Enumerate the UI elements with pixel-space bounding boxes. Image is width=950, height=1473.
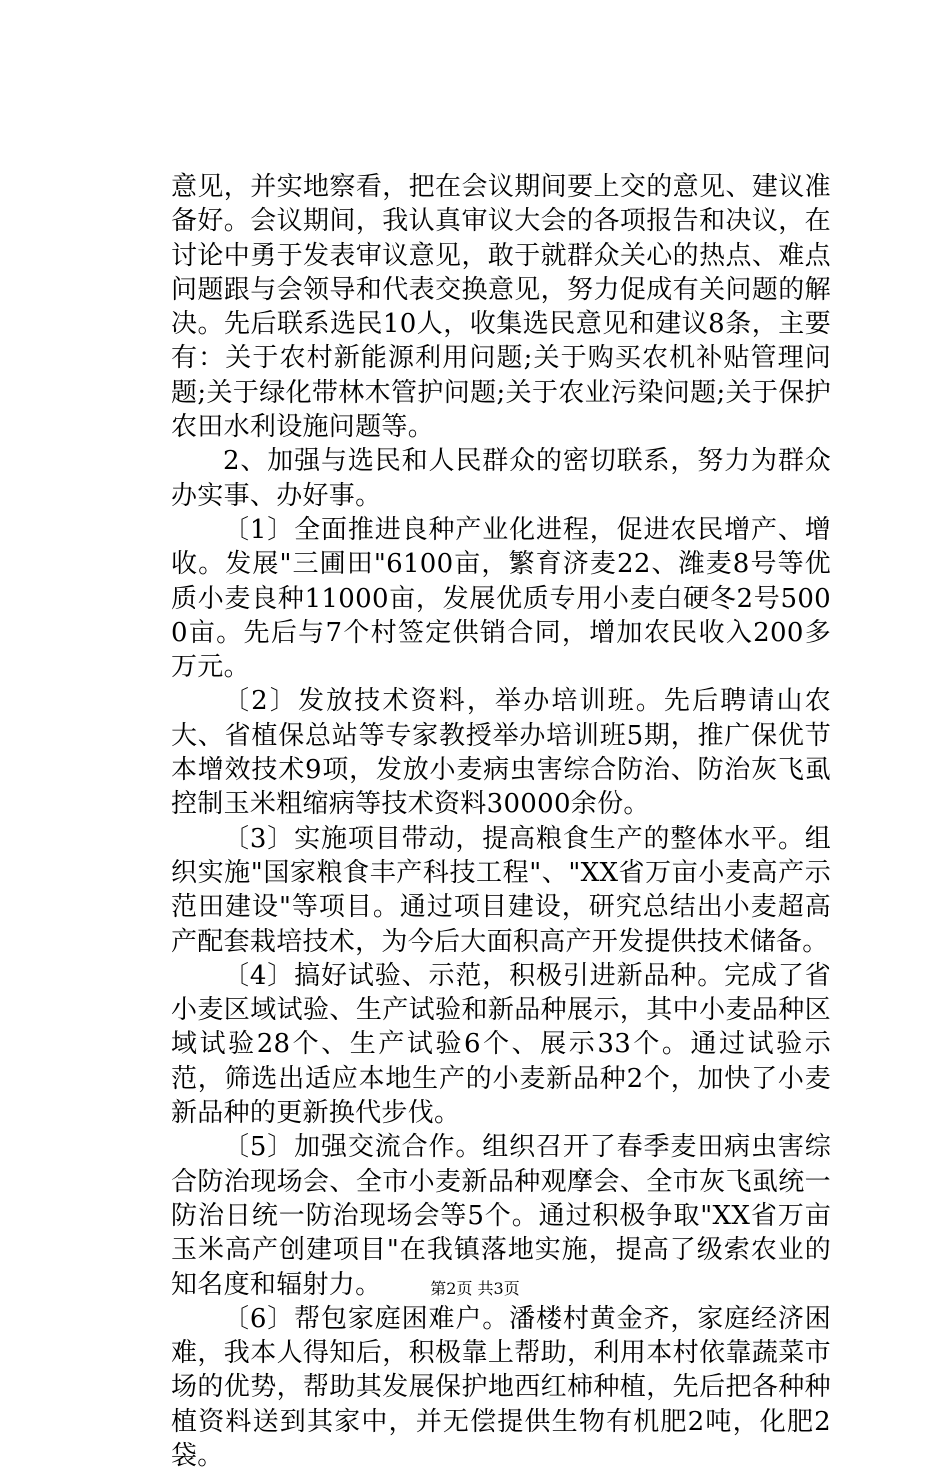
document-body xyxy=(171,170,831,1473)
paragraph-item-4: 〔4〕搞好试验、示范，积极引进新品种。完成了省小麦区域试验、生产试验和新品种展示，其中小麦品种区域试验28个、生产试验6个、展示33个。通过试验示范，筛选出适应本地生产的小麦新品种2个，加快了小麦新品种的更新换代步伐。 xyxy=(171,960,831,1129)
paragraph-item-6: 〔6〕帮包家庭困难户。潘楼村黄金齐，家庭经济困难，我本人得知后，积极靠上帮助，利用本村依靠蔬菜市场的优势，帮助其发展保护地西红柿种植，先后把各种种植资料送到其家中，并无偿提供生物有机肥2吨，化肥2袋。 xyxy=(171,1303,831,1471)
paragraph-item-3: 〔3〕实施项目带动，提高粮食生产的整体水平。组织实施"国家粮食丰产科技工程"、"XX省万亩小麦高产示范田建设"等项目。通过项目建设，研究总结出小麦超高产配套栽培技术，为今后大面积高产开发提供技术储备。 xyxy=(171,823,831,957)
paragraph-item-1: 〔1〕全面推进良种产业化进程，促进农民增产、增收。发展"三圃田"6100亩，繁育济麦22、潍麦8号等优质小麦良种11000亩，发展优质专用小麦白硬冬2号5000亩。先后与7个村签定供销合同，增加农民收入200多万元。 xyxy=(171,514,831,683)
paragraph-item-5: 〔5〕加强交流合作。组织召开了春季麦田病虫害综合防治现场会、全市小麦新品种观摩会、全市灰飞虱统一防治日统一防治现场会等5个。通过积极争取"XX省万亩玉米高产创建项目"在我镇落地实施，提高了级索农业的知名度和辐射力。 xyxy=(171,1132,831,1300)
page-footer: 第2页 共3页 xyxy=(430,1279,520,1298)
paragraph-section-2: 2、加强与选民和人民群众的密切联系，努力为群众办实事、办好事。 xyxy=(171,446,831,511)
paragraph-item-2: 〔2〕发放技术资料，举办培训班。先后聘请山农大、省植保总站等专家教授举办培训班5期，推广保优节本增效技术9项，发放小麦病虫害综合防治、防治灰飞虱控制玉米粗缩病等技术资料30000余份。 xyxy=(171,686,831,820)
paragraph-continuation: 意见，并实地察看，把在会议期间要上交的意见、建议准备好。会议期间，我认真审议大会的各项报告和决议，在讨论中勇于发表审议意见，敢于就群众关心的热点、难点问题跟与会领导和代表交换意见，努力促成有关问题的解决。先后联系选民10人，收集选民意见和建议8条，主要有：关于农村新能源利用问题;关于购买农机补贴管理问题;关于绿化带林木管护问题;关于农业污染问题;关于保护农田水利设施问题等。 xyxy=(171,172,831,443)
